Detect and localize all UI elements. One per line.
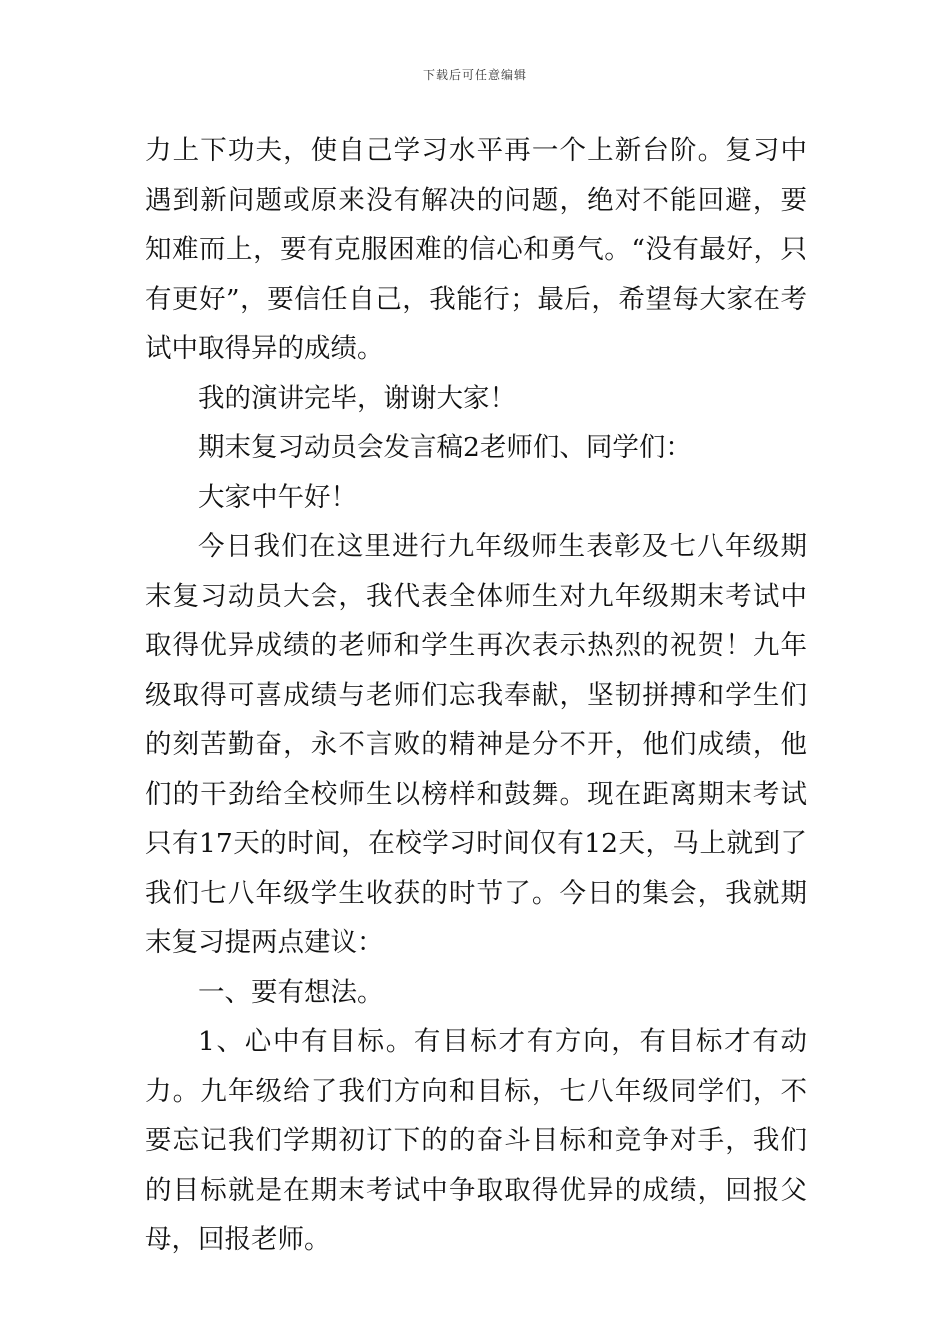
page-header: 下载后可任意编辑 [422,68,527,82]
paragraph-continuation: 力上下功夫，使自己学习水平再一个上新台阶。复习中遇到新问题或原来没有解决的问题，绝对不能回避，要知难而上，要有克服困难的信心和勇气。“没有最好，只有更好”，要信任自己，我能行；最后，希望每大家在考试中取得异的成绩。 [145,135,807,364]
document-body [145,126,807,1265]
paragraph-closing: 我的演讲完毕，谢谢大家！ [198,382,516,414]
paragraph-body: 今日我们在这里进行九年级师生表彰及七八年级期末复习动员大会，我代表全体师生对九年级期末考试中取得优异成绩的老师和学生再次表示热烈的祝贺！九年级取得可喜成绩与老师们忘我奉献，坚韧拼搏和学生们的刻苦勤奋，永不言败的精神是分不开，他们成绩，他们的干劲给全校师生以榜样和鼓舞。现在距离期末考试只有17天的时间，在校学习时间仅有12天，马上就到了我们七八年级学生收获的时节了。今日的集会，我就期末复习提两点建议： [145,531,807,958]
paragraph-heading-1: 一、要有想法。 [198,976,384,1008]
paragraph-title: 期末复习动员会发言稿2老师们、同学们： [198,432,692,463]
paragraph-greeting: 大家中午好！ [198,481,357,513]
paragraph-point-1: 1、心中有目标。有目标才有方向，有目标才有动力。九年级给了我们方向和目标，七八年级同学们，不要忘记我们学期初订下的的奋斗目标和竞争对手，我们的目标就是在期末考试中争取取得优异的成绩，回报父母，回报老师。 [145,1026,807,1255]
